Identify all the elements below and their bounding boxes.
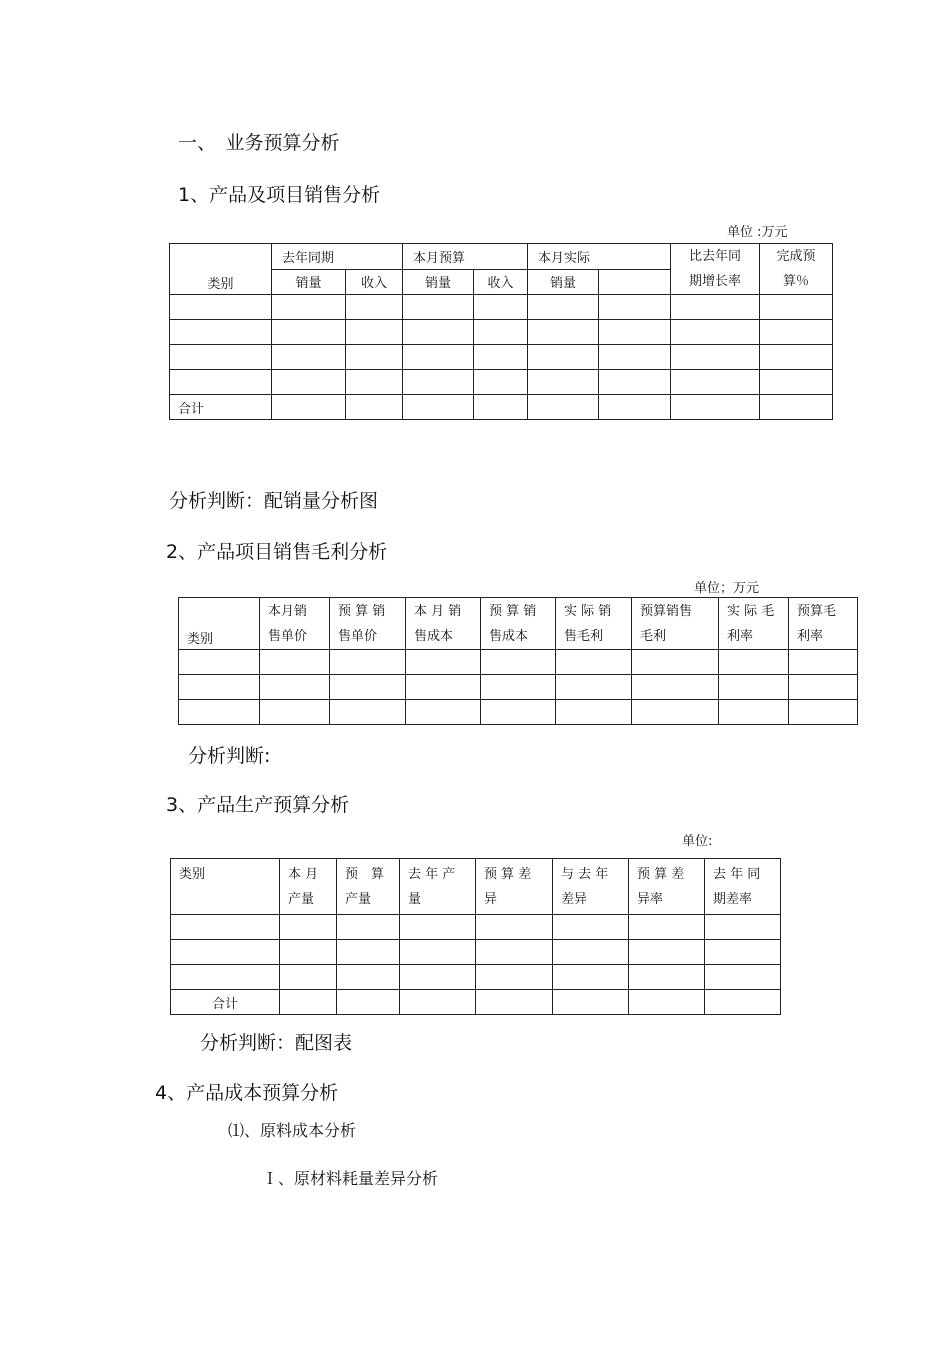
header-rev: 收入 [346, 269, 403, 295]
section-3-unit: 单位: [682, 834, 713, 849]
section-1-title: 1、产品及项目销售分析 [178, 184, 381, 206]
header-category: 类别 [171, 859, 280, 915]
header-budget-output: 预 算 产量 [337, 859, 400, 915]
header-category: 类别 [179, 598, 260, 650]
header-qty: 销量 [528, 269, 599, 295]
header-qty: 销量 [403, 269, 474, 295]
table-row [170, 295, 833, 320]
header-qty: 销量 [272, 269, 346, 295]
table-row [170, 320, 833, 345]
section-2-title: 2、产品项目销售毛利分析 [166, 541, 388, 563]
header-done-line2: 算％ [783, 274, 810, 289]
section-3-analysis: 分析判断：配图表 [200, 1032, 353, 1054]
header-done-line1: 完成预 [776, 249, 816, 264]
section-1-unit: 单位 :万元 [727, 225, 788, 240]
section-2-analysis: 分析判断: [188, 745, 271, 767]
header-sales-cost: 本 月 销 售成本 [406, 598, 481, 650]
total-label: 合计 [170, 395, 272, 420]
total-label: 合计 [171, 990, 280, 1015]
header-this-actual: 本月实际 [528, 244, 671, 270]
table-row [170, 370, 833, 395]
table-row [179, 650, 858, 675]
header-budget-gross: 预算销售 毛利 [632, 598, 719, 650]
header-yoy-line1: 比去年同 [689, 249, 742, 264]
total-row [170, 395, 833, 420]
table-row [170, 345, 833, 370]
header-budget-done [760, 244, 833, 295]
total-row [171, 990, 781, 1015]
header-yoy-diff: 与 去 年 差异 [553, 859, 629, 915]
sales-analysis-table [169, 243, 833, 420]
header-actual-margin: 实 际 毛 利率 [719, 598, 789, 650]
header-actual-gross: 实 际 销 售毛利 [556, 598, 632, 650]
header-budget-margin: 预算毛 利率 [789, 598, 858, 650]
table-row [179, 700, 858, 725]
header-budget-sales-cost: 预 算 销 售成本 [481, 598, 556, 650]
header-last-year: 去年同期 [272, 244, 403, 270]
header-budget-diff-rate: 预 算 差 异率 [629, 859, 705, 915]
header-rev: 收入 [474, 269, 528, 295]
table-row [171, 915, 781, 940]
header-budget-unit-price: 预 算 销 售单价 [330, 598, 406, 650]
production-budget-table [170, 858, 781, 1015]
header-category: 类别 [170, 244, 272, 295]
section-4-title: 4、产品成本预算分析 [155, 1082, 339, 1104]
header-unit-price: 本月销 售单价 [260, 598, 330, 650]
header-budget-diff: 预 算 差 异 [476, 859, 553, 915]
header-blank [599, 269, 671, 295]
header-yoy-line2: 期增长率 [689, 274, 742, 289]
header-yoy-diff-rate: 去 年 同 期差率 [705, 859, 781, 915]
header-this-budget: 本月预算 [403, 244, 528, 270]
gross-profit-table [178, 597, 858, 725]
section-2-unit: 单位；万元 [694, 581, 760, 596]
table-row [171, 940, 781, 965]
page-heading: 一、 业务预算分析 [178, 132, 340, 154]
section-1-analysis: 分析判断：配销量分析图 [169, 490, 379, 512]
section-4-sub1: ⑴、原料成本分析 [228, 1121, 357, 1140]
table-row [171, 965, 781, 990]
header-month-output: 本 月 产量 [280, 859, 337, 915]
header-yoy-growth [671, 244, 760, 295]
section-3-title: 3、产品生产预算分析 [166, 794, 350, 816]
section-4-sub2: Ｉ、原材料耗量差异分析 [262, 1169, 439, 1188]
table-row [179, 675, 858, 700]
header-last-year-output: 去 年 产 量 [400, 859, 476, 915]
